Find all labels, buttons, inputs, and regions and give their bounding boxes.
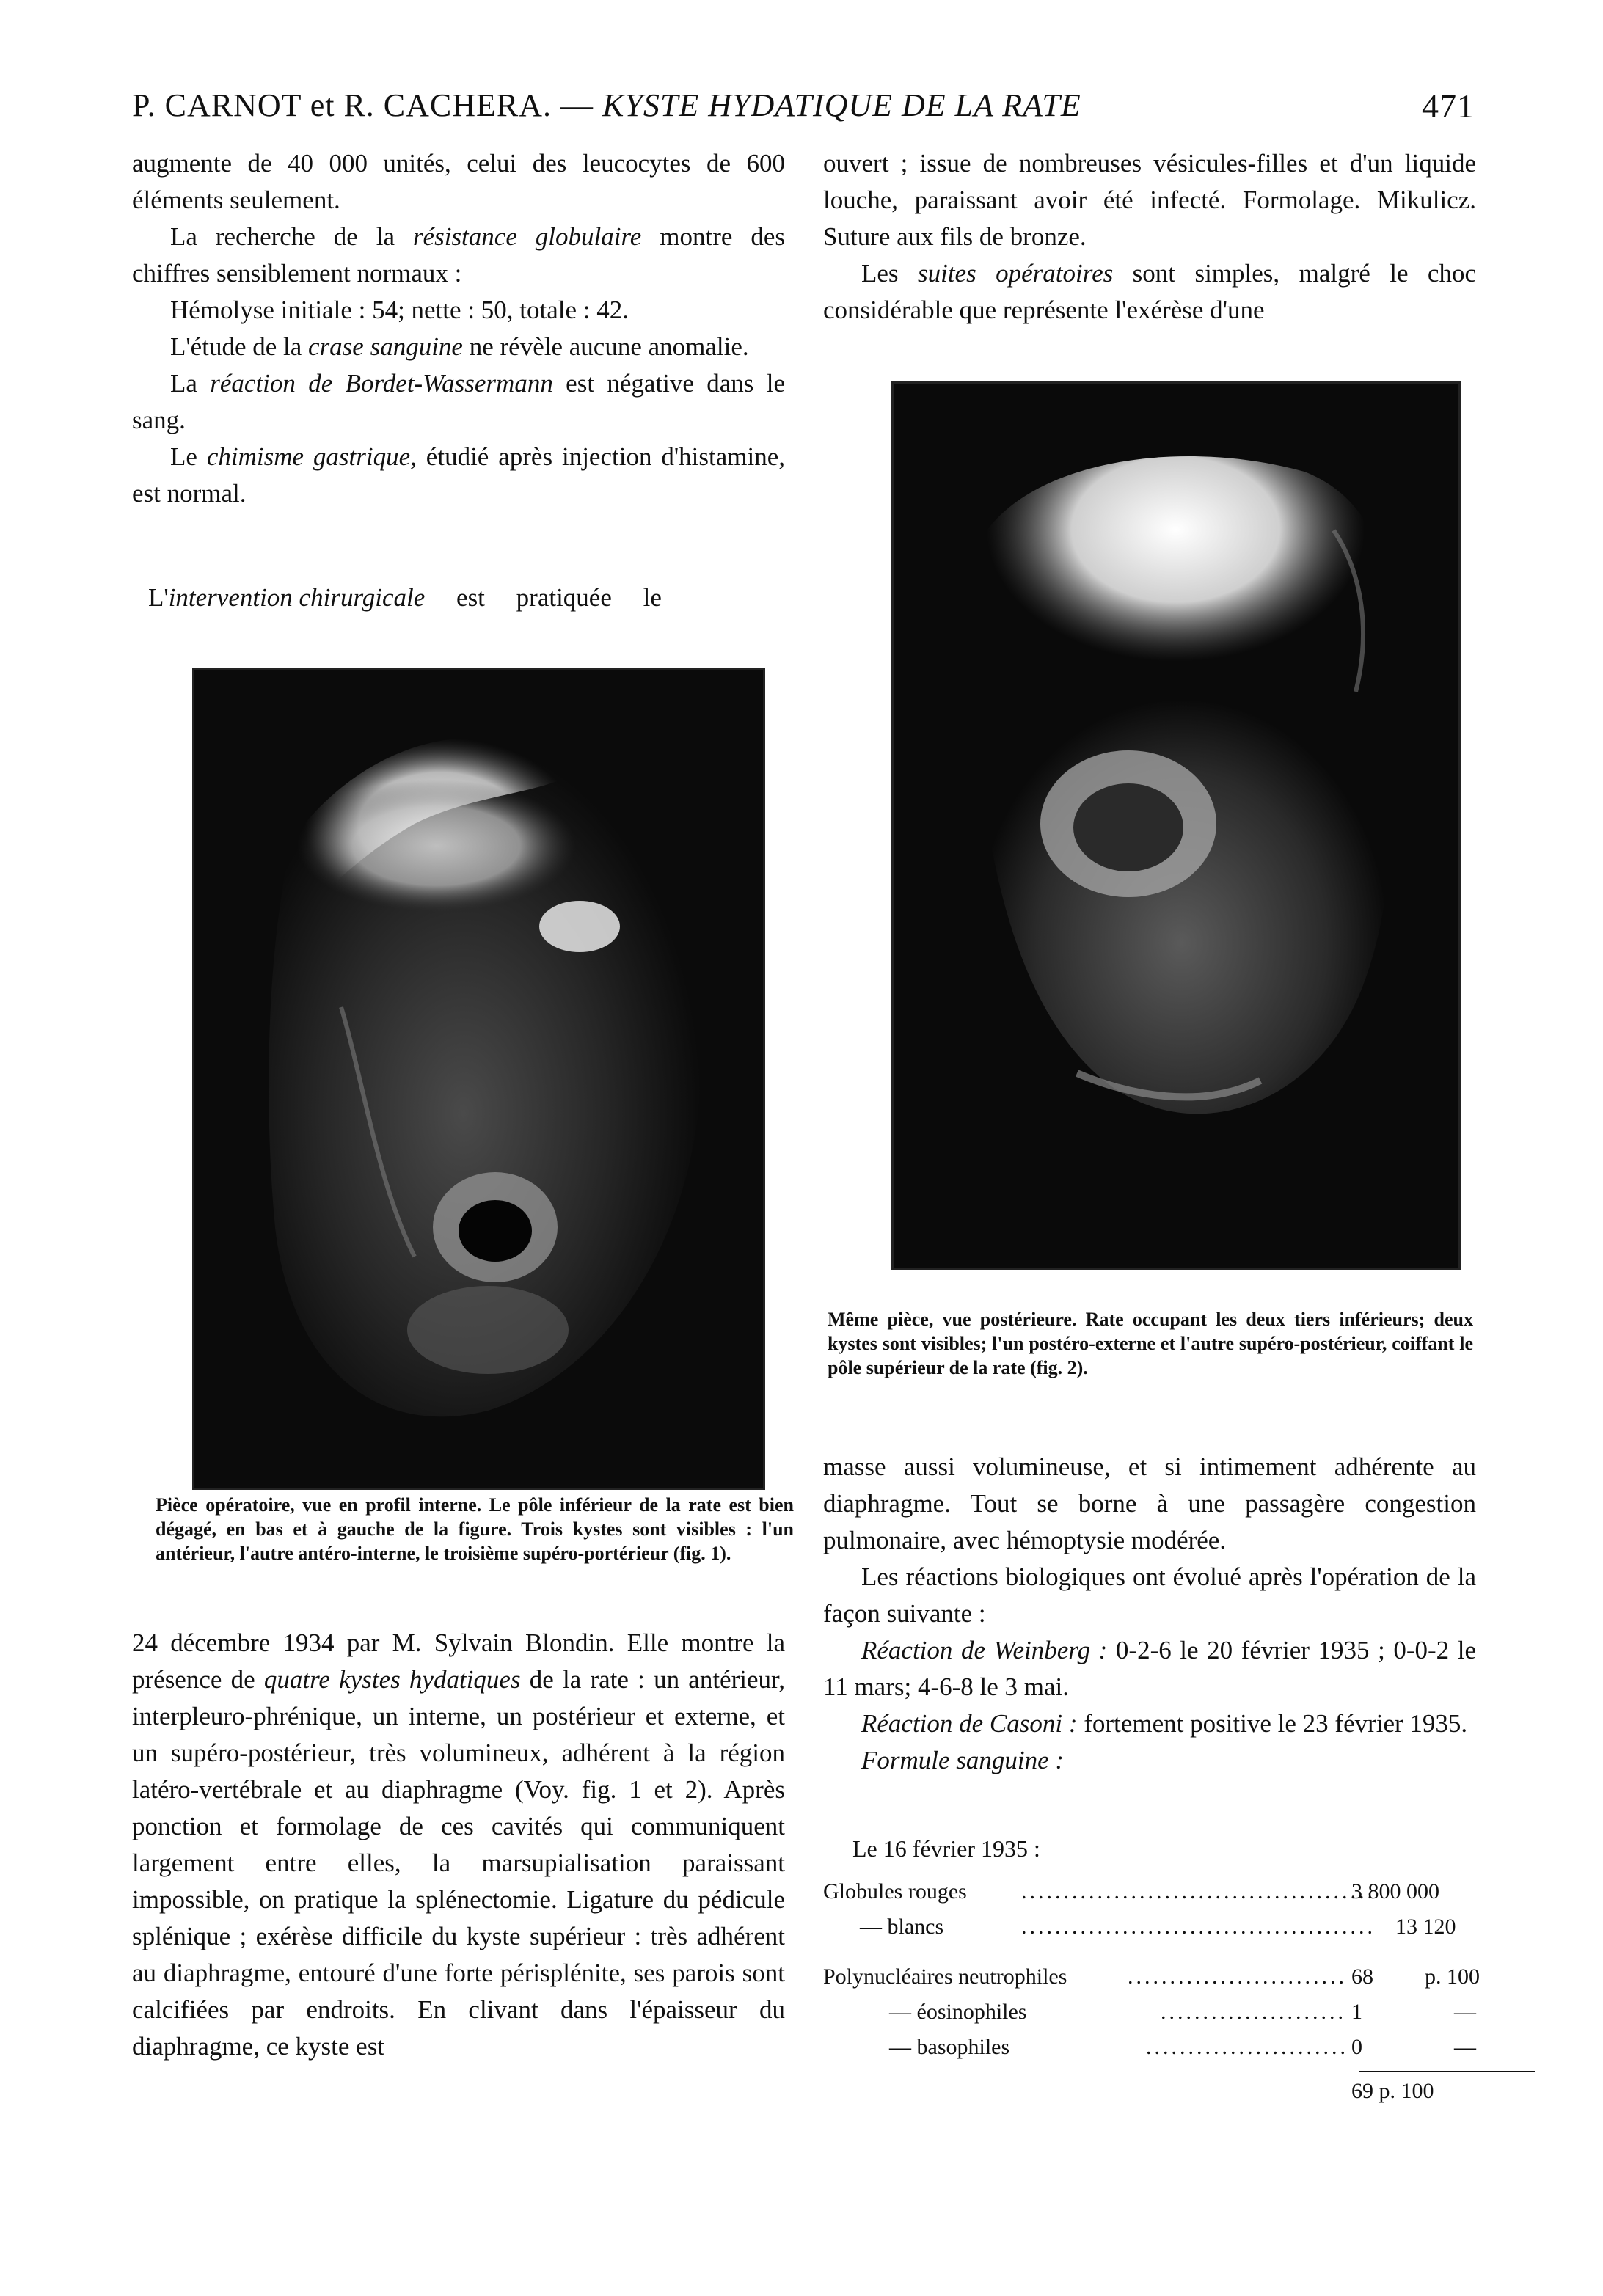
text-italic: quatre kystes hydatiques [263,1665,521,1694]
text-italic: crase sanguine [308,332,463,361]
figure-2-caption: Même pièce, vue postérieure. Rate occupant les deux tiers inférieurs; deux kystes sont visibles; l'un postéro-externe et l'autre supéro-postérieur, coiffant le pôle supérieur de la rate (fig. 2). [828,1309,1473,1378]
text-italic: réaction de Bordet-Wassermann [210,369,553,398]
text: fortement positive le 23 février 1935. [1077,1709,1468,1738]
table-row [823,2030,1483,2065]
text: sont simples, malgré le choc considérable que représente l'exérèse d'une [823,259,1476,324]
row-unit: p. 100 [1425,1964,1480,1989]
text-italic: Réaction de Weinberg : [861,1636,1108,1664]
row-value: 1 [1351,2000,1362,2024]
row-value: 68 [1351,1964,1373,1989]
text: Les [861,259,918,288]
figure-1-caption: Pièce opératoire, vue en profil interne. Le pôle inférieur de la rate est bien dégagé, en bas et à gauche de la figure. Trois kystes sont visibles : l'un antérieur, l'autre antéro-interne, le troisième supéro-portérieur (fig. 1). [156,1494,794,1564]
total-rule [1359,2071,1535,2072]
header-authors-text: P. CARNOT et R. CACHERA. — [132,87,594,123]
text: 24 décembre 1934 par M. Sylvain Blondin. Elle montre la présence de [132,1628,785,1694]
leader-dots: ...................... [1161,2000,1346,2024]
paragraph [132,1625,785,2065]
figure-2-photo [891,381,1461,1270]
paragraph [132,365,785,439]
leader-dots: .......................................... [1021,1879,1376,1904]
leader-dots: ........................ [1146,2035,1348,2059]
text-italic: intervention chirurgicale [168,583,426,612]
blood-formula-table [823,1874,1483,2109]
right-column-top [823,145,1476,329]
row-value: 0 [1351,2035,1362,2059]
table-row [823,1959,1483,1995]
row-unit: — [1454,2035,1476,2059]
row-label: — blancs [860,1915,944,1939]
paragraph: augmente de 40 000 unités, celui des leucocytes de 600 éléments seulement. [132,149,785,214]
left-column-top [132,145,785,512]
total-value: 69 p. 100 [1351,2079,1434,2103]
header-authors [132,87,1081,124]
text: La recherche de la [170,222,413,251]
text: L' [148,583,169,612]
specimen-photo-1 [194,670,763,1488]
paragraph [132,439,785,512]
table-total-row [823,2074,1483,2109]
paragraph [823,1705,1476,1742]
text-italic: Réaction de Casoni : [861,1709,1078,1738]
row-value: 13 120 [1395,1915,1456,1939]
text: étudié après injection d'histamine, est normal. [132,442,785,508]
row-label: — basophiles [889,2035,1010,2059]
page-number: 471 [1422,87,1475,125]
row-label: Polynucléaires neutrophiles [823,1964,1067,1989]
text: est négative dans le sang. [132,369,785,434]
paragraph [132,219,785,292]
leader-dots: .......................................... [1021,1915,1376,1939]
row-label: Globules rouges [823,1879,967,1904]
text-italic: Formule sanguine : [861,1746,1065,1774]
intervention-line [132,580,785,616]
text: L'étude de la [170,332,309,361]
text: 0-2-6 le 20 février 1935 ; 0-0-2 le 11 mars; 4-6-8 le 3 mai. [823,1636,1476,1701]
table-row [823,1995,1483,2030]
right-column-bottom [823,1449,1476,1779]
specimen-photo-2 [894,384,1458,1268]
running-header [132,87,1475,138]
text: montre des chiffres sensiblement normaux : [132,222,785,288]
row-unit: — [1454,2000,1476,2024]
paragraph: ouvert ; issue de nombreuses vésicules-filles et d'un liquide louche, paraissant avoir été infecté. Formolage. Mikulicz. Suture aux fils de bronze. [823,149,1476,251]
figure-1-photo [192,668,765,1490]
leader-dots: .......................... [1128,1964,1347,1989]
text: Le [170,442,207,471]
paragraph [823,1742,1476,1779]
text-italic: suites opératoires [917,259,1114,288]
table-row [823,1909,1483,1945]
text-italic: résistance globulaire [412,222,642,251]
text: de la rate : un antérieur, interpleuro-phrénique, un interne, un postérieur et externe, et un supéro-postérieur, très volumineux, adhérent à la région latéro-vertébrale et au diaphragme (Voy. fig. 1 et 2). Après ponction et formolage de ces cavités qui communiquent largement entre elles, la marsupialisation paraissant impossible, on pratique la splénectomie. Ligature du pédicule splénique ; exérèse difficile du kyste supérieur : très adhérent au diaphragme, entouré d'une forte périsplénite, ses parois sont calcifiées par endroits. En clivant dans l'épaisseur du diaphragme, ce kyste est [132,1665,785,2061]
paragraph [823,1632,1476,1705]
table-date: Le 16 février 1935 : [852,1835,1040,1862]
left-column-bottom [132,1625,785,2065]
text: est pratiquée le [425,583,662,612]
header-title: KYSTE HYDATIQUE DE LA RATE [602,87,1081,123]
paragraph: Hémolyse initiale : 54; nette : 50, totale : 42. [170,296,629,324]
paragraph [132,329,785,365]
text-italic: chimisme gastrique, [206,442,417,471]
table-row [823,1874,1483,1909]
text: La [170,369,211,398]
paragraph: masse aussi volumineuse, et si intimement adhérente au diaphragme. Tout se borne à une passagère congestion pulmonaire, avec hémoptysie modérée. [823,1452,1476,1554]
text: ne révèle aucune anomalie. [462,332,749,361]
paragraph: Les réactions biologiques ont évolué après l'opération de la façon suivante : [823,1562,1476,1628]
row-label: — éosinophiles [889,2000,1027,2024]
paragraph [823,255,1476,329]
row-value: 3 800 000 [1351,1879,1439,1904]
